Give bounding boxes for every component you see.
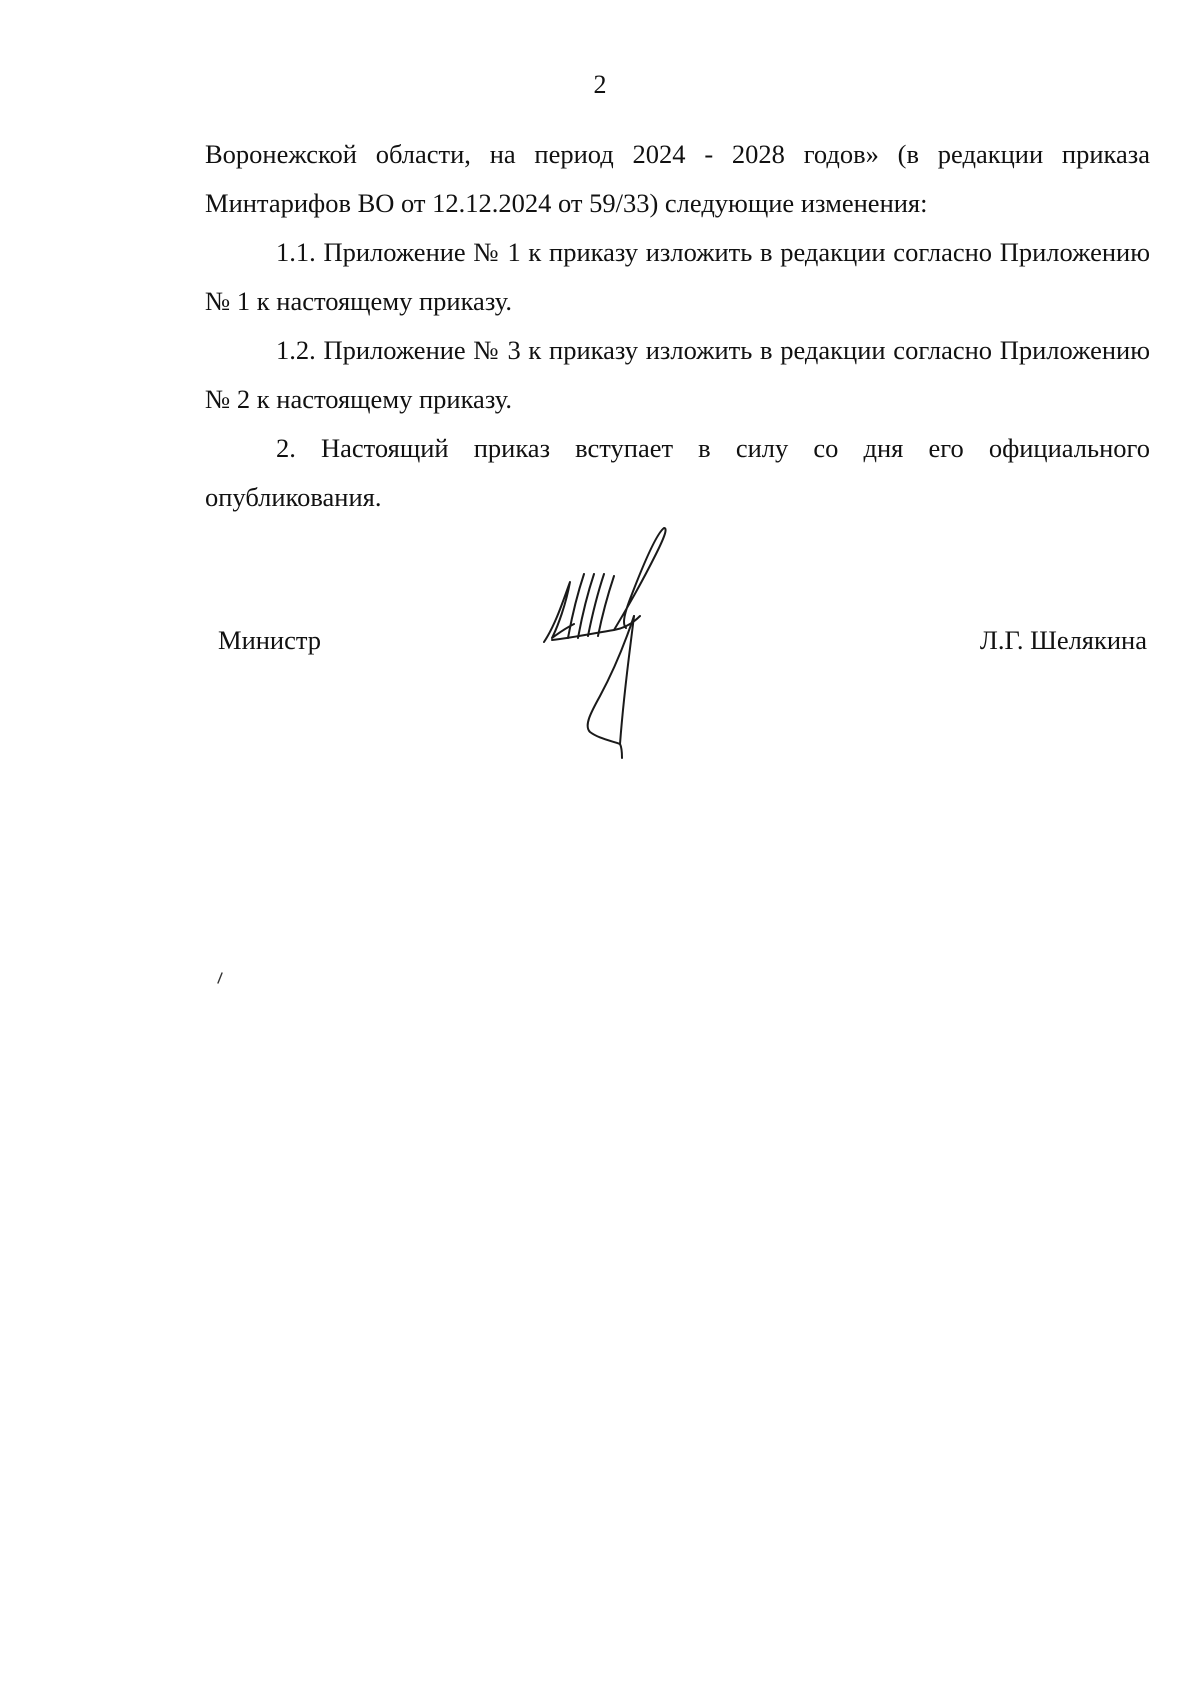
paragraph-intro: Воронежской области, на период 2024 - 2028 годов» (в редакции приказа Минтарифов ВО от 12.12.2024 от 59/33) следующие изменения:	[205, 139, 1150, 218]
signer-position: Министр	[218, 625, 322, 655]
stray-pen-mark	[216, 972, 224, 984]
document-body	[205, 130, 1150, 522]
signer-name: Л.Г. Шелякина	[979, 625, 1147, 655]
paragraph-item-1-2: 1.2. Приложение № 3 к приказу изложить в редакции согласно Приложению № 2 к настоящему приказу.	[205, 335, 1150, 414]
page-number: 2	[593, 70, 607, 99]
paragraph-item-1-1: 1.1. Приложение № 1 к приказу изложить в редакции согласно Приложению № 1 к настоящему приказу.	[205, 237, 1150, 316]
paragraph-item-2: 2. Настоящий приказ вступает в силу со дня его официального опубликования.	[205, 433, 1150, 512]
handwritten-signature	[530, 520, 700, 760]
